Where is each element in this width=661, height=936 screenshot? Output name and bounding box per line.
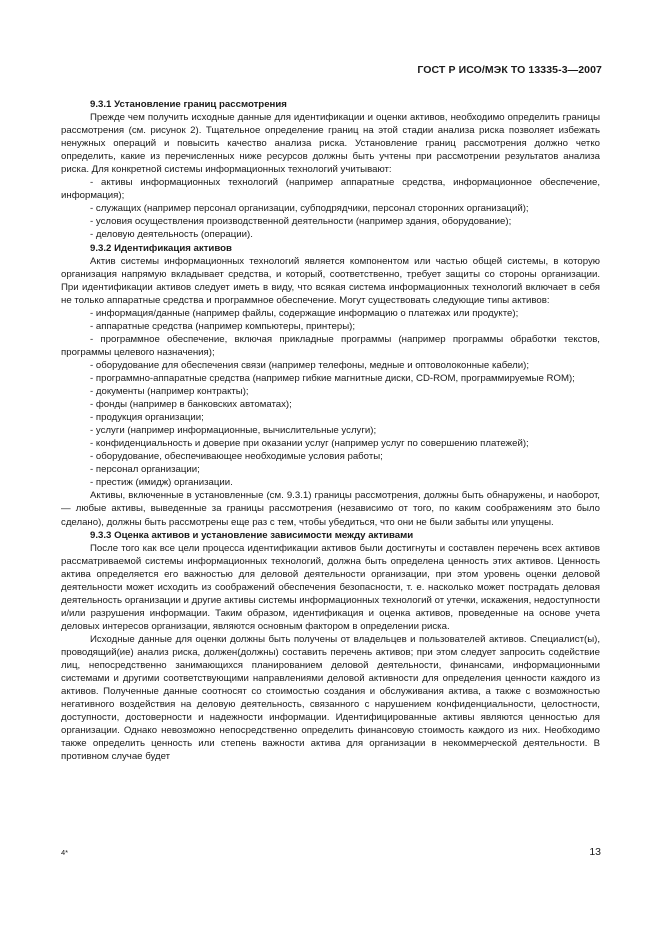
footer-sheet-mark: 4* xyxy=(61,848,69,857)
page-number: 13 xyxy=(589,846,601,858)
list-item: - конфиденциальность и доверие при оказании услуг (например услуг по совершению платежей); xyxy=(90,438,529,450)
list-item: - оборудование для обеспечения связи (например телефоны, медные и оптоволоконные кабели); xyxy=(90,359,530,371)
section-heading: 9.3.2 Идентификация активов xyxy=(90,242,232,254)
paragraph: Активы, включенные в установленные (см. 9.3.1) границы рассмотрения, должны быть обнаружены, и наоборот, — любые активы, выведенные за границы рассмотрения (независимо от того, по каким соображениям это было сделано), должны быть рассмотрены еще раз с тем, чтобы убедиться, что они не были забыты или упущены. xyxy=(61,490,600,528)
paragraph: После того как все цели процесса идентификации активов были достигнуты и составлен перечень всех активов рассматриваемой системы информационных технологий, должна быть определена ценность этих активов. Ценность актива определяется его важностью для деловой деятельности организации, при этом уровень оценки деловой деятельности может исходить из соображений обеспечения безопасности, т. е. насколько может пострадать деловая деятельность организации и другие активы системы информационных технологий от утечки, искажения, недоступности и/или разрушения информации. Таким образом, идентификация и оценка активов, проведенные на основе учета деловых интересов организации, являются основным фактором в определении риска. xyxy=(61,542,600,632)
list-item: - документы (например контракты); xyxy=(90,386,249,398)
list-item: - активы информационных технологий (например аппаратные средства, информационное обеспечение, информация); xyxy=(61,177,600,202)
list-item: - персонал организации; xyxy=(90,464,200,476)
list-item: - фонды (например в банковских автоматах); xyxy=(90,399,292,411)
paragraph: Прежде чем получить исходные данные для идентификации и оценки активов, необходимо определить границы рассмотрения (см. рисунок 2). Тщательное определение границ на этой стадии анализа риска позволяет избежать ненужных операций и повысить качество анализа риска. Установление границ рассмотрения должно четко определить, какие из перечисленных ниже ресурсов должны быть учтены при рассмотрении результатов анализа риска. Для конкретной системы информационных технологий учитывают: xyxy=(61,112,600,176)
document-body xyxy=(61,98,600,763)
list-item: - аппаратные средства (например компьютеры, принтеры); xyxy=(90,320,356,332)
list-item: - оборудование, обеспечивающее необходимые условия работы; xyxy=(90,451,383,463)
list-item: - служащих (например персонал организации, субподрядчики, персонал сторонних организаций); xyxy=(90,203,529,215)
list-item: - продукция организации; xyxy=(90,412,204,424)
paragraph: Актив системы информационных технологий является компонентом или частью общей системы, в которую организация напрямую вкладывает средства, и который, соответственно, требует защиты со стороны организации. При идентификации активов следует иметь в виду, что всякая система информационных технологий включает в себя не только аппаратные средства и программное обеспечение. Могут существовать следующие типы активов: xyxy=(61,255,600,306)
paragraph: Исходные данные для оценки должны быть получены от владельцев и пользователей активов. Специалист(ы), проводящий(ие) анализ риска, должен(должны) составить перечень активов; при этом следует запросить содействие лиц, непосредственно занимающихся планированием деловой деятельности, финансами, информационными системами и другими соответствующими направлениями деловой активности для определения ценности каждого из активов. Полученные данные соотносят со стоимостью создания и обслуживания актива, а также с возможностью негативного воздействия на деловую деятельность, связанного с нарушением конфиденциальности, целостности, доступности, достоверности и надежности информации. Идентифицированные активы являются ценностью для организации. Однако невозможно непосредственно определить финансовую стоимость каждого из них. Необходимо также определить ценность или степень важности актива для организации в некоммерческой деятельности. В противном случае будет xyxy=(61,633,600,763)
list-item: - условия осуществления производственной деятельности (например здания, оборудование); xyxy=(90,216,512,228)
list-item: - программно-аппаратные средства (например гибкие магнитные диски, CD-ROM, программируемые ROM); xyxy=(90,372,575,384)
list-item: - программное обеспечение, включая прикладные программы (например программы обработки текстов, программы целевого назначения); xyxy=(61,333,600,358)
list-item: - престиж (имидж) организации. xyxy=(90,477,233,489)
list-item: - деловую деятельность (операции). xyxy=(90,229,253,241)
document-header: ГОСТ Р ИСО/МЭК ТО 13335-3—2007 xyxy=(417,64,602,76)
list-item: - услуги (например информационные, вычислительные услуги); xyxy=(90,425,377,437)
section-heading: 9.3.3 Оценка активов и установление зависимости между активами xyxy=(90,529,414,541)
list-item: - информация/данные (например файлы, содержащие информацию о платежах или продукте); xyxy=(90,307,519,319)
section-heading: 9.3.1 Установление границ рассмотрения xyxy=(90,99,287,110)
